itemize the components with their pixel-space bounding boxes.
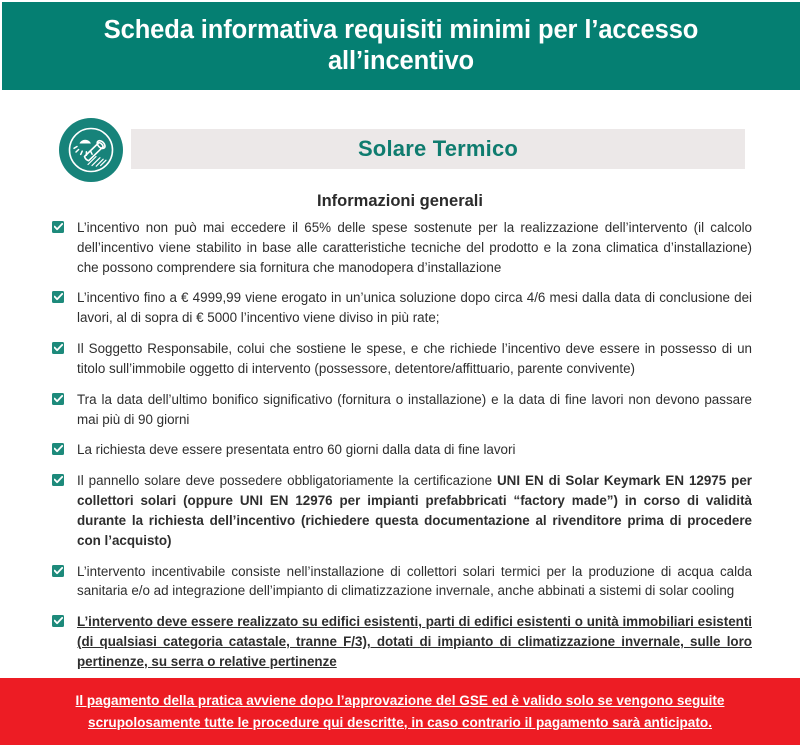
list-item-text — [77, 471, 752, 550]
list-item-text: Il Soggetto Responsabile, colui che sostiene le spese, e che richiede l’incentivo deve essere in possesso di un titolo sull’immobile oggetto di intervento (possessore, detentore/affittuario, parente convivente) — [77, 341, 752, 376]
check-icon — [52, 221, 64, 233]
section-title-bar — [131, 129, 745, 169]
list-item — [52, 288, 752, 328]
list-item — [52, 218, 752, 277]
list-item-text: L’incentivo non può mai eccedere il 65% delle spese sostenute per la realizzazione dell’intervento (il calcolo dell’incentivo viene stabilito in base alle caratteristiche tecniche del prodotto e la zona climatica d’installazione) che possono comprendere sia fornitura che manodopera d’installazione — [77, 220, 752, 275]
list-item-text: L’intervento deve essere realizzato su edifici esistenti, parti di edifici esistenti o unità immobiliari esistenti (di qualsiasi categoria catastale, tranne F/3), dotati di impianto di climatizzazione invernale, sulle loro pertinenze, su serra o relative pertinenze — [77, 614, 752, 669]
list-item-text: L’incentivo fino a € 4999,99 viene erogato in un’unica soluzione dopo circa 4/6 mesi dalla data di conclusione dei lavori, al di sopra di € 5000 l’incentivo viene diviso in più rate; — [77, 290, 752, 326]
page-title: Scheda informativa requisiti minimi per l’accesso all’incentivo — [103, 15, 699, 75]
list-item-text-bold: UNI EN di Solar Keymark EN 12975 per collettori solari (oppure UNI EN 12976 per impianti prefabbricati “factory made”) in corso di validità durante la richiesta dell’incentivo (richiedere questa documentazione al rivenditore prima di procedere con l’acquisto) — [77, 473, 752, 548]
list-item — [52, 471, 752, 550]
list-item — [52, 390, 752, 430]
list-item — [52, 339, 752, 379]
header-banner — [2, 2, 800, 90]
list-item-text: La richiesta deve essere presentata entro 60 giorni dalla data di fine lavori — [77, 442, 516, 458]
check-icon — [52, 615, 64, 627]
list-item-text: Tra la data dell’ultimo bonifico significativo (fornitura o installazione) e la data di fine lavori non devono passare mai più di 90 giorni — [77, 391, 752, 427]
check-icon — [52, 291, 64, 303]
solar-thermal-icon — [59, 118, 123, 182]
list-item-text-normal: Il pannello solare deve possedere obbligatoriamente la certificazione — [77, 473, 498, 489]
list-item-text: L’intervento incentivabile consiste nell’installazione di collettori solari termici per la produzione di acqua calda sanitaria e/o ad integrazione dell’impianto di climatizzazione invernale, anche abbinati a sistemi di solar cooling — [77, 563, 752, 599]
list-item — [52, 612, 752, 671]
check-icon — [52, 342, 64, 354]
check-icon — [52, 443, 64, 455]
list-item — [52, 440, 752, 460]
footer-warning-banner — [0, 678, 800, 745]
check-icon — [52, 393, 64, 405]
section-title: Solare Termico — [357, 136, 519, 161]
list-item — [52, 562, 752, 602]
check-icon — [52, 474, 64, 486]
footer-warning-text: Il pagamento della pratica avviene dopo l’approvazione del GSE ed è valido solo se vengono seguite scrupolosamente tutte le procedure qui descritte, in caso contrario il pagamento sarà anticipato. — [75, 693, 725, 730]
check-icon — [52, 565, 64, 577]
subsection-heading: Informazioni generali — [317, 192, 483, 210]
requirements-list — [52, 218, 752, 683]
